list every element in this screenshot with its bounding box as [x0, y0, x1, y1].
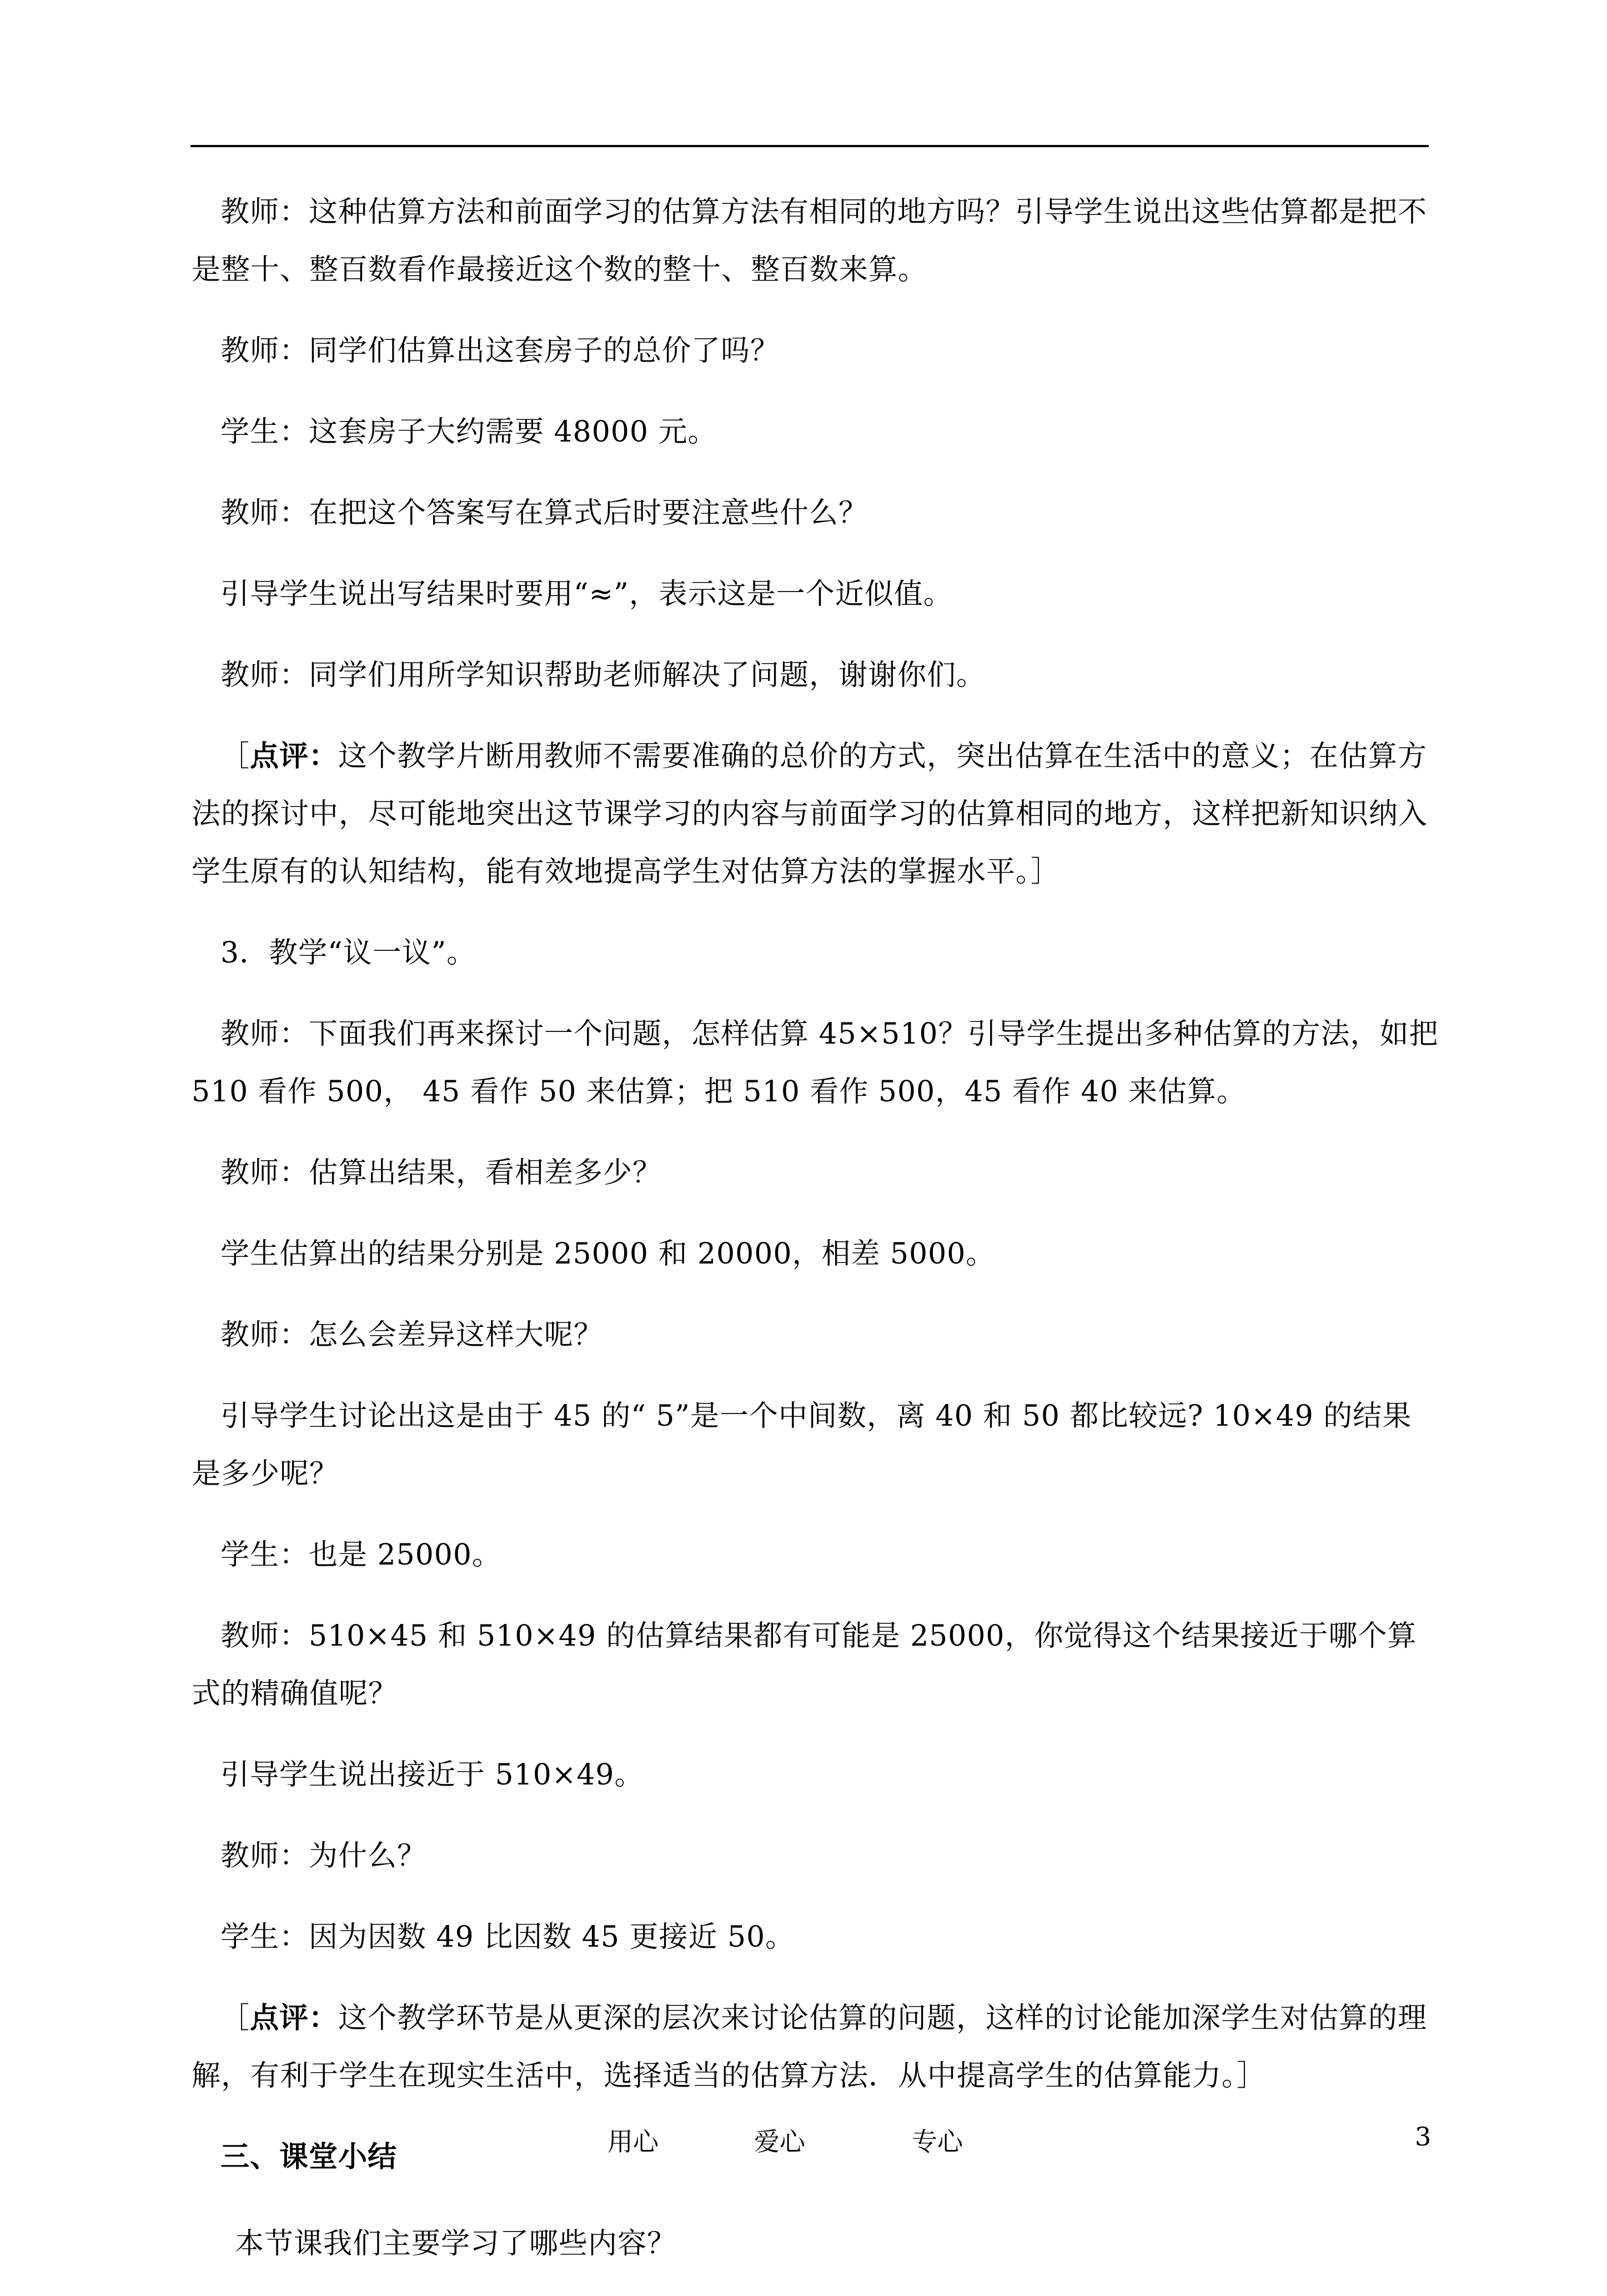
page-footer	[0, 2122, 1607, 2160]
page-number: 3	[1415, 2122, 1432, 2152]
paragraph: 3．教学“议一议”。	[220, 936, 476, 970]
footer-motto-middle: 爱心	[754, 2127, 805, 2157]
comment-label: 点评：	[250, 739, 339, 773]
paragraph: 教师：同学们用所学知识帮助老师解决了问题，谢谢你们。	[220, 659, 986, 692]
paragraph: 学生估算出的结果分别是 25000 和 20000，相差 5000。	[220, 1237, 996, 1271]
bracket-open: ［	[220, 2002, 250, 2035]
header-rule	[190, 145, 1429, 147]
paragraph: 学生：也是 25000。	[220, 1538, 501, 1572]
document-body	[192, 183, 1441, 2296]
paragraph: 教师：怎么会差异这样大呢？	[220, 1319, 604, 1352]
paragraph: 引导学生说出写结果时要用“≈”，表示这是一个近似值。	[220, 578, 953, 611]
paragraph: 教师：为什么？	[220, 1839, 427, 1873]
footer-motto-left: 用心	[607, 2127, 659, 2157]
paragraph: 教师：下面我们再来探讨一个问题，怎样估算 45×510？引导学生提出多种估算的方法，如把 510 看作 500， 45 看作 50 来估算；把 510 看作 500，45 看作 40 来估算。	[192, 1017, 1439, 1109]
paragraph: 教师：这种估算方法和前面学习的估算方法有相同的地方吗？引导学生说出这些估算都是把不是整十、整百数看作最接近这个数的整十、整百数来算。	[192, 195, 1428, 287]
paragraph: 教师：在把这个答案写在算式后时要注意些什么？	[220, 497, 868, 530]
comment-note	[192, 1989, 1441, 2105]
closing-question: 本节课我们主要学习了哪些内容？	[235, 2227, 677, 2260]
bracket-open: ［	[220, 740, 250, 773]
paragraph: 引导学生讨论出这是由于 45 的“ 5”是一个中间数，离 40 和 50 都比较远? 10×49 的结果是多少呢？	[192, 1400, 1412, 1491]
paragraph: 引导学生说出接近于 510×49。	[220, 1758, 644, 1792]
paragraph: 教师：510×45 和 510×49 的估算结果都有可能是 25000，你觉得这个结果接近于哪个算式的精确值呢？	[192, 1620, 1417, 1711]
paragraph: 教师：估算出结果，看相差多少？	[220, 1156, 662, 1190]
paragraph: 教师：同学们估算出这套房子的总价了吗？	[220, 334, 780, 368]
paragraph: 学生：这套房子大约需要 48000 元。	[220, 415, 717, 449]
comment-body: 这个教学片断用教师不需要准确的总价的方式，突出估算在生活中的意义；在估算方法的探讨中，尽可能地突出这节课学习的内容与前面学习的估算相同的地方，这样把新知识纳入学生原有的认知结构，能有效地提高学生对估算方法的掌握水平。］	[192, 740, 1428, 889]
section-heading: 三、课堂小结	[220, 2140, 398, 2174]
paragraph: 学生：因为因数 49 比因数 45 更接近 50。	[220, 1921, 795, 1954]
footer-motto-right: 专心	[912, 2127, 963, 2157]
comment-label: 点评：	[250, 2001, 339, 2035]
comment-body: 这个教学环节是从更深的层次来讨论估算的问题，这样的讨论能加深学生对估算的理解，有利于学生在现实生活中，选择适当的估算方法．从中提高学生的估算能力。］	[192, 2002, 1428, 2093]
comment-note	[192, 728, 1441, 901]
